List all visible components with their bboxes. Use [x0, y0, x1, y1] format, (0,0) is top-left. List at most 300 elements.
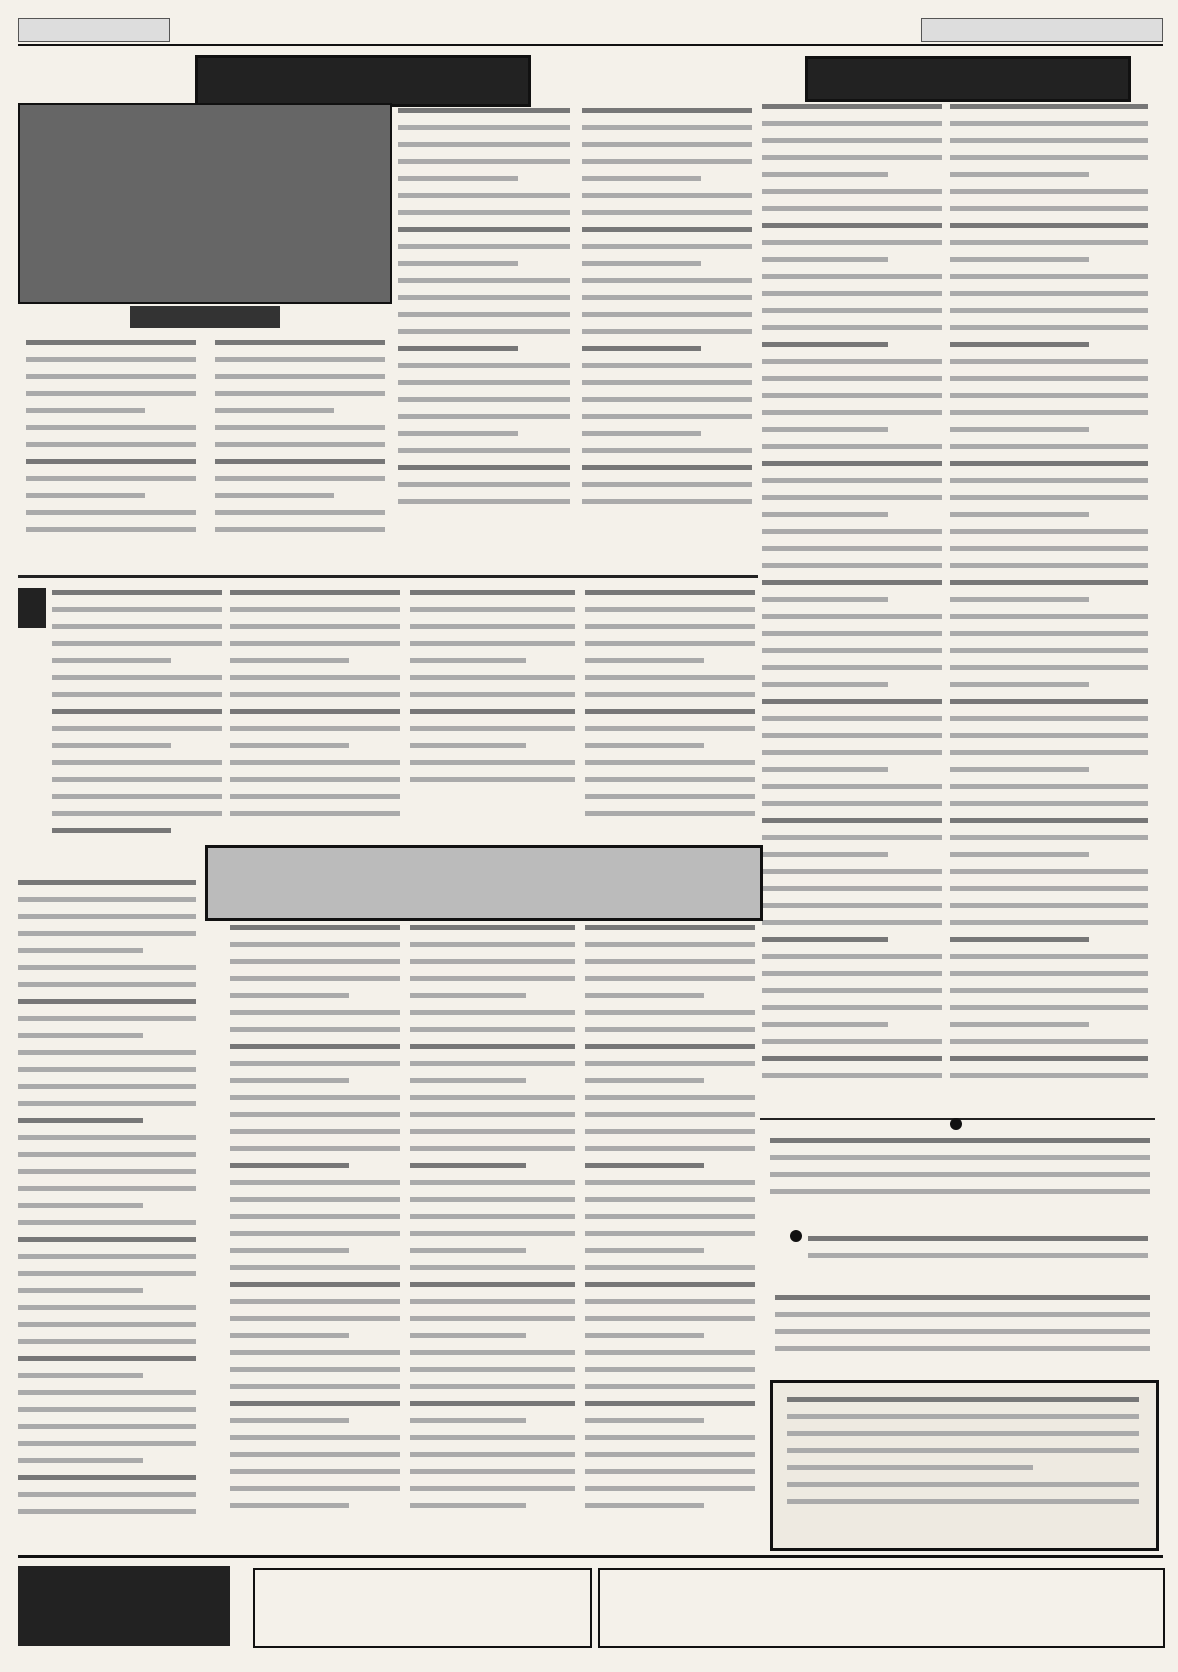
text-line	[585, 726, 755, 731]
text-line	[18, 1237, 196, 1242]
text-line	[808, 1253, 1148, 1258]
text-line	[18, 1475, 196, 1480]
text-line	[950, 784, 1148, 789]
text-line	[230, 743, 349, 748]
text-line	[762, 121, 942, 126]
text-line	[18, 1203, 143, 1208]
section-rule	[18, 575, 758, 578]
vacancies-column	[762, 104, 942, 1090]
text-line	[762, 393, 942, 398]
text-line	[950, 274, 1148, 279]
text-line	[230, 1367, 400, 1372]
text-line	[410, 1078, 526, 1083]
text-line	[585, 1486, 755, 1491]
text-line	[230, 1486, 400, 1491]
text-line	[950, 427, 1089, 432]
text-line	[787, 1499, 1139, 1504]
text-line	[398, 465, 570, 470]
notice-block	[770, 1138, 1150, 1206]
text-line	[950, 648, 1148, 653]
text-line	[26, 408, 145, 413]
text-line	[230, 942, 400, 947]
text-line	[585, 1010, 755, 1015]
text-line	[230, 1248, 349, 1253]
text-line	[582, 448, 752, 453]
leisure-banner	[195, 55, 531, 107]
text-line	[770, 1189, 1150, 1194]
text-line	[18, 1509, 196, 1514]
text-line	[398, 278, 570, 283]
text-line	[787, 1431, 1139, 1436]
text-line	[26, 374, 196, 379]
text-line	[762, 631, 942, 636]
text-line	[398, 312, 570, 317]
text-line	[950, 495, 1148, 500]
text-line	[582, 176, 701, 181]
text-line	[762, 495, 942, 500]
text-line	[26, 459, 196, 464]
text-line	[762, 342, 888, 347]
text-line	[950, 716, 1148, 721]
text-line	[762, 1056, 942, 1061]
text-line	[230, 1078, 349, 1083]
text-line	[26, 493, 145, 498]
text-line	[950, 1039, 1148, 1044]
text-line	[762, 750, 942, 755]
text-line	[585, 1265, 755, 1270]
text-line	[410, 760, 575, 765]
text-line	[950, 801, 1148, 806]
text-line	[230, 1095, 400, 1100]
text-line	[762, 716, 942, 721]
text-line	[582, 125, 752, 130]
text-line	[18, 1288, 143, 1293]
text-line	[410, 1146, 575, 1151]
text-line	[762, 580, 942, 585]
text-line	[770, 1138, 1150, 1143]
text-line	[950, 869, 1148, 874]
text-line	[582, 329, 752, 334]
poem-column-left	[26, 340, 196, 544]
text-line	[398, 295, 570, 300]
text-line	[215, 357, 385, 362]
text-line	[18, 1067, 196, 1072]
text-line	[582, 363, 752, 368]
obituary-text	[787, 1397, 1139, 1516]
text-line	[398, 227, 570, 232]
text-line	[230, 726, 400, 731]
text-line	[18, 1220, 196, 1225]
text-line	[230, 777, 400, 782]
text-line	[18, 1407, 196, 1412]
text-line	[52, 624, 222, 629]
text-line	[762, 869, 942, 874]
text-line	[787, 1397, 1139, 1402]
issue-block	[921, 18, 1163, 42]
text-line	[18, 1424, 196, 1429]
text-line	[762, 274, 942, 279]
text-line	[762, 444, 942, 449]
text-line	[787, 1448, 1139, 1453]
text-line	[585, 1333, 704, 1338]
text-line	[230, 607, 400, 612]
text-line	[762, 512, 888, 517]
page-footer	[18, 1555, 1163, 1654]
poem-column-right	[215, 340, 385, 544]
text-line	[230, 709, 400, 714]
text-line	[398, 448, 570, 453]
text-line	[215, 425, 385, 430]
text-line	[787, 1465, 1033, 1470]
text-line	[585, 942, 755, 947]
notice-block	[775, 1295, 1150, 1363]
text-line	[950, 461, 1148, 466]
text-line	[762, 614, 942, 619]
text-line	[52, 590, 222, 595]
text-line	[762, 818, 942, 823]
text-line	[410, 1316, 575, 1321]
text-line	[585, 976, 755, 981]
text-line	[950, 1056, 1148, 1061]
text-line	[585, 658, 704, 663]
text-line	[950, 444, 1148, 449]
text-line	[787, 1482, 1139, 1487]
text-line	[18, 1254, 196, 1259]
text-line	[410, 1214, 575, 1219]
text-line	[582, 278, 752, 283]
text-line	[582, 499, 752, 504]
text-line	[398, 210, 570, 215]
text-line	[950, 512, 1089, 517]
text-line	[230, 1282, 400, 1287]
text-line	[26, 476, 196, 481]
text-line	[410, 1486, 575, 1491]
text-line	[230, 1163, 349, 1168]
text-line	[762, 427, 888, 432]
text-line	[585, 709, 755, 714]
text-line	[230, 675, 400, 680]
text-line	[230, 1044, 400, 1049]
text-line	[950, 478, 1148, 483]
text-line	[410, 726, 575, 731]
text-line	[582, 397, 752, 402]
text-line	[762, 971, 942, 976]
text-line	[585, 1163, 704, 1168]
text-line	[398, 142, 570, 147]
text-line	[762, 886, 942, 891]
text-line	[18, 1441, 196, 1446]
text-line	[215, 476, 385, 481]
text-line	[585, 959, 755, 964]
text-line	[582, 244, 752, 249]
text-line	[762, 852, 888, 857]
text-line	[585, 1418, 704, 1423]
text-line	[585, 1316, 755, 1321]
text-line	[950, 546, 1148, 551]
text-line	[585, 811, 755, 816]
text-line	[762, 223, 942, 228]
text-line	[762, 767, 888, 772]
text-line	[950, 121, 1148, 126]
obituary-frame	[770, 1380, 1159, 1551]
text-line	[950, 903, 1148, 908]
text-line	[762, 784, 942, 789]
text-line	[585, 1469, 755, 1474]
text-line	[770, 1172, 1150, 1177]
text-line	[230, 1027, 400, 1032]
poem-title	[130, 306, 280, 328]
article-column	[585, 925, 755, 1520]
text-line	[410, 993, 526, 998]
text-line	[950, 393, 1148, 398]
text-line	[950, 563, 1148, 568]
text-line	[410, 1299, 575, 1304]
text-line	[950, 580, 1148, 585]
text-line	[18, 1373, 143, 1378]
text-line	[398, 261, 518, 266]
text-line	[18, 1033, 143, 1038]
text-line	[18, 1101, 196, 1106]
text-line	[950, 223, 1148, 228]
text-line	[230, 624, 400, 629]
text-line	[950, 359, 1148, 364]
article-column	[230, 590, 400, 828]
text-line	[762, 155, 942, 160]
text-line	[230, 794, 400, 799]
text-line	[215, 391, 385, 396]
text-line	[230, 1435, 400, 1440]
text-line	[775, 1312, 1150, 1317]
article-column	[18, 880, 196, 1526]
notice-block	[808, 1236, 1148, 1270]
text-line	[950, 104, 1148, 109]
text-line	[215, 374, 385, 379]
text-line	[398, 380, 570, 385]
text-line	[215, 340, 385, 345]
text-line	[582, 414, 752, 419]
text-line	[585, 590, 755, 595]
text-line	[230, 1129, 400, 1134]
text-line	[410, 1469, 575, 1474]
text-line	[18, 931, 196, 936]
text-line	[410, 624, 575, 629]
text-line	[762, 988, 942, 993]
address-box	[598, 1568, 1165, 1648]
text-line	[762, 682, 888, 687]
text-line	[410, 1027, 575, 1032]
text-line	[585, 1435, 755, 1440]
text-line	[950, 257, 1089, 262]
text-line	[230, 1010, 400, 1015]
text-line	[410, 743, 526, 748]
text-line	[950, 682, 1089, 687]
text-line	[762, 172, 888, 177]
text-line	[582, 108, 752, 113]
text-line	[230, 1112, 400, 1117]
text-line	[787, 1414, 1139, 1419]
text-line	[230, 993, 349, 998]
text-line	[230, 641, 400, 646]
text-line	[950, 325, 1148, 330]
text-line	[18, 1390, 196, 1395]
text-line	[410, 1265, 575, 1270]
text-line	[950, 597, 1089, 602]
text-line	[398, 499, 570, 504]
text-line	[950, 342, 1089, 347]
text-line	[52, 658, 171, 663]
text-line	[950, 920, 1148, 925]
article-column	[230, 925, 400, 1520]
text-line	[582, 431, 701, 436]
text-line	[762, 699, 942, 704]
text-line	[18, 1271, 196, 1276]
text-line	[585, 1146, 755, 1151]
text-line	[950, 376, 1148, 381]
text-line	[950, 206, 1148, 211]
photo	[18, 103, 392, 304]
text-line	[398, 414, 570, 419]
text-line	[775, 1329, 1150, 1334]
text-line	[26, 442, 196, 447]
text-line	[950, 138, 1148, 143]
text-line	[410, 1333, 526, 1338]
text-line	[215, 527, 385, 532]
text-line	[410, 1112, 575, 1117]
text-line	[762, 325, 942, 330]
text-line	[585, 1180, 755, 1185]
text-line	[585, 1282, 755, 1287]
text-line	[582, 465, 752, 470]
text-line	[762, 648, 942, 653]
text-line	[398, 159, 570, 164]
text-line	[410, 777, 575, 782]
text-line	[950, 1022, 1089, 1027]
text-line	[808, 1236, 1148, 1241]
text-line	[582, 227, 752, 232]
text-line	[230, 1384, 400, 1389]
text-line	[950, 172, 1089, 177]
text-line	[52, 641, 222, 646]
text-line	[582, 193, 752, 198]
text-line	[18, 948, 143, 953]
text-line	[18, 1356, 196, 1361]
text-line	[410, 1401, 575, 1406]
text-line	[52, 743, 171, 748]
text-line	[18, 1118, 143, 1123]
bullet	[950, 1118, 962, 1130]
text-line	[582, 380, 752, 385]
text-line	[585, 1367, 755, 1372]
text-line	[585, 1197, 755, 1202]
text-line	[230, 811, 400, 816]
text-line	[18, 1050, 196, 1055]
text-line	[950, 529, 1148, 534]
text-line	[398, 176, 518, 181]
text-line	[582, 482, 752, 487]
text-line	[762, 291, 942, 296]
text-line	[398, 363, 570, 368]
text-line	[230, 760, 400, 765]
text-line	[410, 1044, 575, 1049]
masthead-block	[18, 18, 170, 42]
text-line	[410, 692, 575, 697]
text-line	[950, 733, 1148, 738]
text-line	[230, 1350, 400, 1355]
text-line	[230, 1503, 349, 1508]
text-line	[950, 189, 1148, 194]
text-line	[410, 1197, 575, 1202]
text-line	[52, 709, 222, 714]
text-line	[950, 971, 1148, 976]
text-line	[215, 442, 385, 447]
text-line	[762, 903, 942, 908]
text-line	[950, 818, 1148, 823]
bullet	[790, 1230, 802, 1242]
text-line	[18, 1492, 196, 1497]
text-line	[52, 675, 222, 680]
text-line	[18, 1305, 196, 1310]
text-line	[762, 359, 942, 364]
text-line	[585, 1299, 755, 1304]
text-line	[585, 993, 704, 998]
text-line	[230, 1231, 400, 1236]
article-column	[410, 590, 575, 794]
text-line	[582, 142, 752, 147]
text-line	[762, 835, 942, 840]
text-line	[762, 478, 942, 483]
text-line	[762, 257, 888, 262]
text-line	[410, 658, 526, 663]
text-line	[762, 937, 888, 942]
editor-box	[253, 1568, 592, 1648]
text-line	[582, 295, 752, 300]
text-line	[585, 1027, 755, 1032]
text-line	[230, 692, 400, 697]
text-line	[410, 1095, 575, 1100]
text-line	[18, 999, 196, 1004]
text-line	[398, 482, 570, 487]
text-line	[410, 607, 575, 612]
text-line	[410, 1418, 526, 1423]
text-line	[230, 658, 349, 663]
text-line	[950, 631, 1148, 636]
text-line	[410, 1452, 575, 1457]
text-line	[18, 1458, 143, 1463]
text-line	[950, 835, 1148, 840]
text-line	[26, 391, 196, 396]
text-line	[230, 1469, 400, 1474]
vacancies-banner	[805, 56, 1131, 102]
text-line	[230, 1333, 349, 1338]
text-line	[585, 1350, 755, 1355]
text-line	[18, 982, 196, 987]
text-line	[950, 988, 1148, 993]
text-line	[950, 1005, 1148, 1010]
text-line	[52, 777, 222, 782]
text-line	[230, 1401, 400, 1406]
text-line	[585, 1129, 755, 1134]
text-line	[950, 954, 1148, 959]
text-line	[26, 340, 196, 345]
text-line	[18, 897, 196, 902]
text-line	[585, 1078, 704, 1083]
text-line	[762, 206, 942, 211]
text-line	[762, 376, 942, 381]
text-line	[26, 527, 196, 532]
text-line	[762, 1005, 942, 1010]
text-line	[398, 431, 518, 436]
text-line	[398, 329, 570, 334]
